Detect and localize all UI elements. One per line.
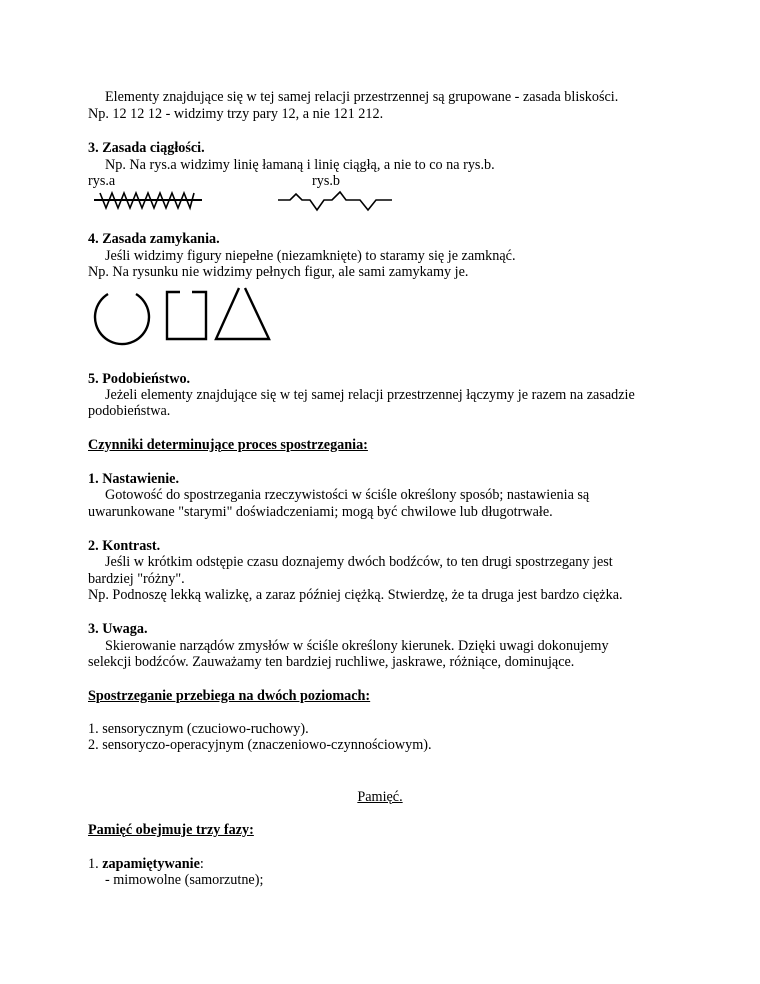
open-square-shape: [167, 292, 206, 339]
figure-b-label: rys.b: [312, 173, 340, 189]
section-5-line-2: podobieństwa.: [88, 403, 171, 419]
figure-a-label: rys.a: [88, 173, 116, 189]
factors-heading: Czynniki determinujące proces spostrzegania:: [88, 437, 368, 453]
section-4-line-1: Jeśli widzimy figury niepełne (niezamknięte) to staramy się je zamknąć.: [105, 248, 516, 264]
factor-2-heading: 2. Kontrast.: [88, 538, 161, 554]
factor-3-heading: 3. Uwaga.: [88, 621, 148, 637]
intro-line-1: Elementy znajdujące się w tej samej relacji przestrzennej są grupowane - zasada bliskości.: [105, 89, 619, 105]
open-triangle-shape: [216, 288, 269, 339]
section-5-heading: 5. Podobieństwo.: [88, 371, 191, 387]
factor-1-line-1: Gotowość do spostrzegania rzeczywistości w ściśle określony sposób; nastawienia są: [105, 487, 590, 503]
section-5-line-1: Jeżeli elementy znajdujące się w tej samej relacji przestrzennej łączymy je razem na zasadzie: [105, 387, 635, 403]
levels-item-1: 1. sensorycznym (czuciowo-ruchowy).: [88, 721, 309, 737]
memory-item-1-colon: :: [199, 856, 204, 872]
section-4-heading: 4. Zasada zamykania.: [88, 231, 220, 247]
memory-item-1: [88, 856, 204, 873]
factor-2-line-1: Jeśli w krótkim odstępie czasu doznajemy dwóch bodźców, to ten drugi spostrzegany jest: [105, 554, 613, 570]
closure-figures: [92, 286, 277, 344]
memory-title: Pamięć.: [357, 789, 403, 805]
section-3-line-1: Np. Na rys.a widzimy linię łamaną i linię ciągłą, a nie to co na rys.b.: [105, 157, 495, 173]
factor-3-line-2: selekcji bodźców. Zauważamy ten bardziej ruchliwe, jaskrawe, różniące, dominujące.: [88, 654, 575, 670]
figure-a-zigzag-with-line: [92, 190, 207, 216]
memory-sub-item-1: - mimowolne (samorzutne);: [105, 872, 264, 888]
factor-2-line-3: Np. Podnoszę lekką walizkę, a zaraz później ciężką. Stwierdzę, że ta druga jest bardzo ciężka.: [88, 587, 623, 603]
factor-1-heading: 1. Nastawienie.: [88, 471, 180, 487]
intro-line-2: Np. 12 12 12 - widzimy trzy pary 12, a nie 121 212.: [88, 106, 384, 122]
factor-3-line-1: Skierowanie narządów zmysłów w ściśle określony kierunek. Dzięki uwagi dokonujemy: [105, 638, 609, 654]
levels-item-2: 2. sensoryczo-operacyjnym (znaczeniowo-czynnościowym).: [88, 737, 432, 753]
open-circle-shape: [95, 294, 149, 344]
memory-heading: Pamięć obejmuje trzy fazy:: [88, 822, 254, 838]
figure-b-broken-line: [276, 190, 401, 216]
section-3-heading: 3. Zasada ciągłości.: [88, 140, 205, 156]
factor-2-line-2: bardziej "różny".: [88, 571, 185, 587]
levels-heading: Spostrzeganie przebiega na dwóch poziomach:: [88, 688, 371, 704]
memory-item-1-number: 1.: [88, 856, 103, 872]
memory-item-1-term: zapamiętywanie: [102, 856, 200, 872]
section-4-line-2: Np. Na rysunku nie widzimy pełnych figur, ale sami zamykamy je.: [88, 264, 469, 280]
factor-1-line-2: uwarunkowane "starymi" doświadczeniami; mogą być chwilowe lub długotrwałe.: [88, 504, 553, 520]
